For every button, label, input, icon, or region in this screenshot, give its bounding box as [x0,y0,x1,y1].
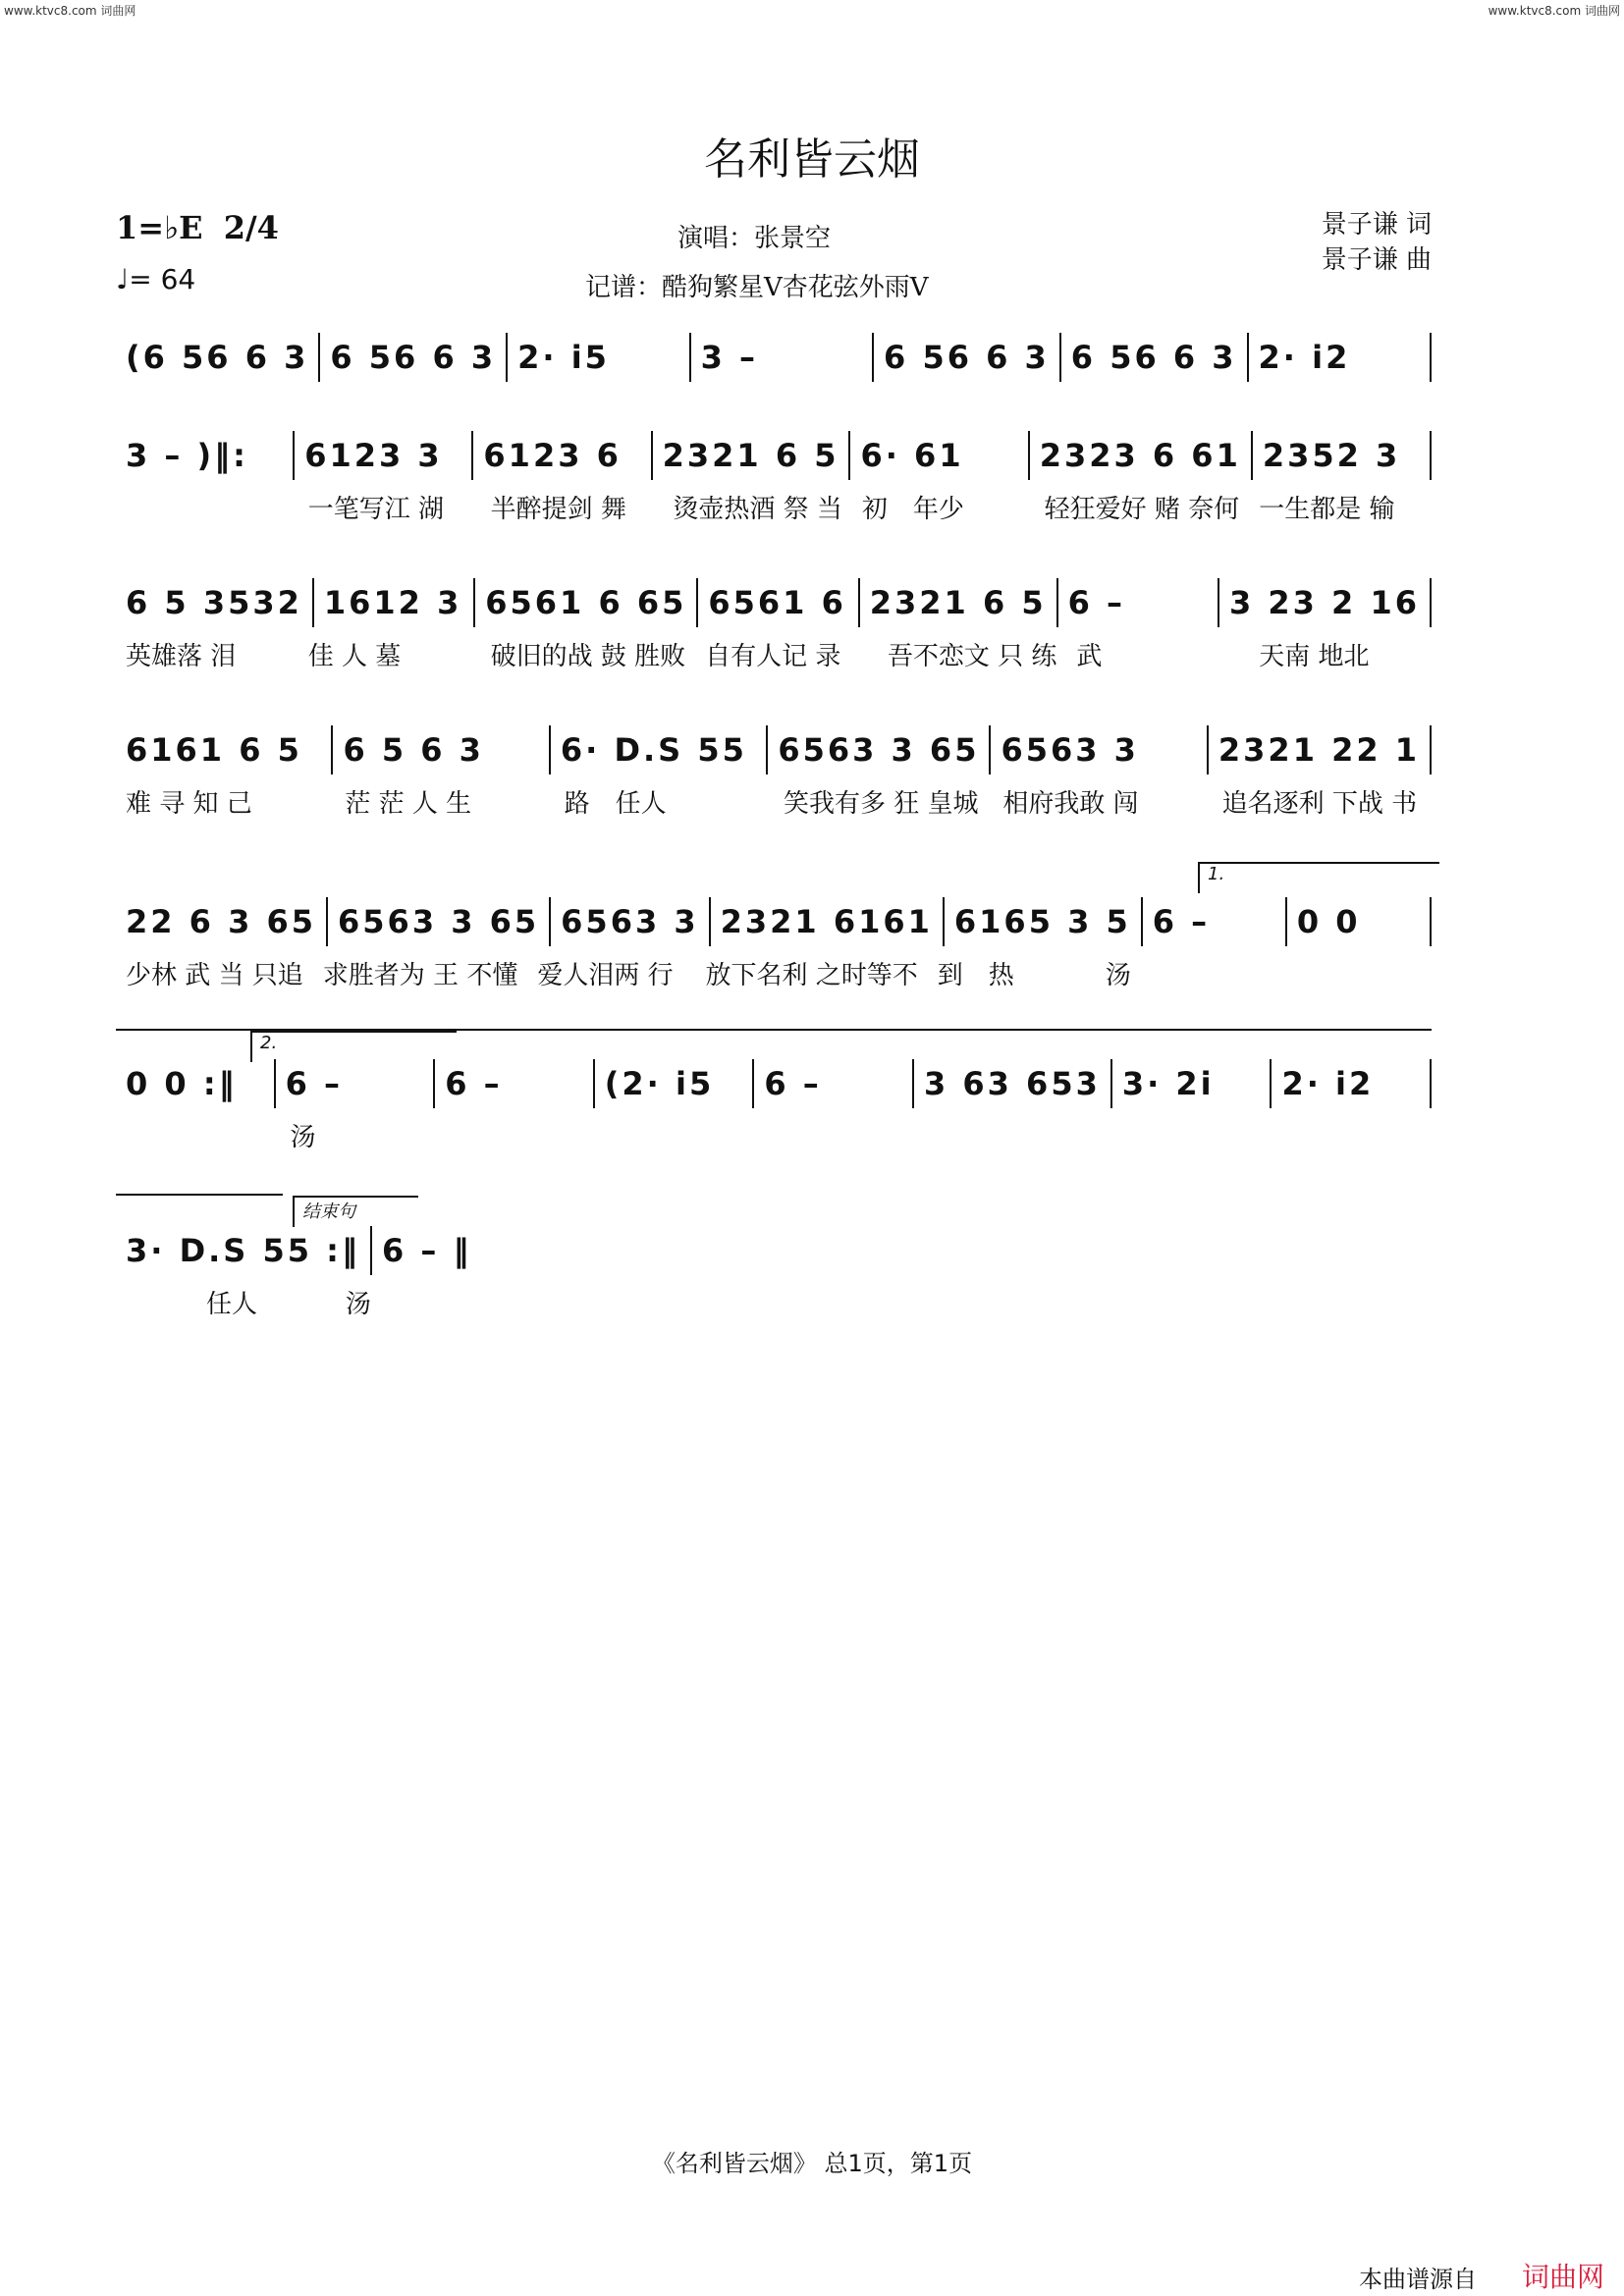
volta-ending: 结束句 [293,1196,418,1227]
measure: 6 56 6 3 [1070,339,1237,376]
measure: 3· D.S 55 :‖ [126,1232,360,1269]
composer: 景子谦 曲 [1321,245,1432,275]
barline [1430,578,1432,627]
lyric: 追名逐利 下战 书 [1221,789,1418,819]
measure: 3 – [700,339,758,376]
volta-first: 1. [1198,862,1439,893]
transcriber: 记谱：酷狗繁星V杏花弦外雨V [585,273,929,302]
lyric: 天南 地北 [1259,642,1370,671]
measure: 6· 61 [860,437,964,474]
measure: 6123 6 [483,437,622,474]
singer: 演唱：张景空 [677,224,832,253]
measure: 2· i2 [1281,1065,1375,1102]
measure: 6 – [1067,584,1126,621]
measure: (2· i5 [604,1065,715,1102]
lyric: 求胜者为 王 不懂 [322,961,518,990]
lyric [1103,1117,1268,1153]
lyric: 少林 武 当 只追 [126,961,303,990]
measure: 22 6 3 65 [126,903,317,940]
source-logo: 词曲网 [1521,2261,1604,2293]
measure: 6 – [1152,903,1211,940]
lyric [116,489,298,525]
measure: 0 0 :‖ [126,1065,238,1102]
tempo-marking: ♩= 64 [116,263,196,295]
lyric: 任人 [206,1290,258,1319]
lyricist: 景子谦 词 [1321,210,1432,240]
lyric: 吾不恋文 只 练 [887,642,1057,671]
measure: 2· i5 [517,339,610,376]
measure: 2352 3 [1262,437,1401,474]
measure: 6 5 6 3 [343,731,484,769]
volta-second: 2. [250,1031,457,1062]
measure: 2321 22 1 [1218,731,1421,769]
lyric: 汤 [1105,961,1131,990]
lyric: 到 热 [937,961,1014,990]
lyric: 汤 [290,1123,316,1152]
measure: 2321 6 5 [869,584,1047,621]
measure: 2321 6161 [720,903,933,940]
song-title: 名利皆云烟 [704,134,920,185]
lyric [1264,955,1432,991]
measure: (6 56 6 3 [126,339,309,376]
barline [1430,333,1432,382]
measure: 0 0 [1296,903,1361,940]
lyric [939,1117,1104,1153]
measure: 6 – [285,1065,343,1102]
measure: 6 5 3532 [126,584,302,621]
barline [1430,431,1432,480]
lyric: 初 年少 [861,495,964,524]
lyric: 爱人泪两 行 [537,961,674,990]
page-footer: 《名利皆云烟》 总1页，第1页 [651,2150,973,2177]
lyric [610,1117,775,1153]
lyric: 相府我敢 闯 [1002,789,1139,819]
measure: 6161 6 5 [126,731,302,769]
measure: 6 56 6 3 [884,339,1050,376]
measure: 6 56 6 3 [330,339,497,376]
lyric [445,1117,610,1153]
measure: 1612 3 [323,584,462,621]
lyric: 轻狂爱好 赌 奈何 [1044,495,1240,524]
measure: 2323 6 61 [1039,437,1241,474]
lyric [1268,1117,1433,1153]
key-text: 1=♭E [116,209,203,246]
measure: 6563 3 [1001,731,1139,769]
measure: 2321 6 5 [662,437,839,474]
lyric: 一生都是 输 [1259,495,1395,524]
measure: 6 – ‖ [381,1232,472,1269]
lyric: 佳 人 墓 [307,642,402,671]
volta-line [116,1194,283,1196]
lyric: 放下名利 之时等不 [705,961,918,990]
source-text: 本曲谱源自 [1359,2266,1477,2293]
lyric: 路 任人 [564,789,667,819]
lyric: 汤 [345,1290,371,1319]
measure: 6563 3 65 [338,903,540,940]
lyric: 笑我有多 狂 皇城 [783,789,979,819]
time-signature: 2/4 [223,209,279,246]
lyric: 半醉提剑 舞 [490,495,626,524]
barline [1430,725,1432,774]
measure: 2· i2 [1258,339,1351,376]
measure: 6· D.S 55 [560,731,747,769]
lyric: 难 寻 知 己 [126,789,252,819]
measure: 3 23 2 16 [1228,584,1420,621]
lyric: 自有人记 录 [705,642,841,671]
barline [1430,1059,1432,1108]
lyric: 英雄落 泪 [126,642,237,671]
measure: 6 – [764,1065,822,1102]
lyric [774,1117,939,1153]
lyric: 茫 茫 人 生 [345,789,472,819]
measure: 6561 6 65 [485,584,687,621]
measure: 3 – )‖: [126,437,248,474]
measure: 3· 2i [1121,1065,1215,1102]
measure: 6 – [445,1065,503,1102]
measure: 6563 3 [561,903,699,940]
measure: 3 63 653 [923,1065,1101,1102]
measure: 6563 3 65 [778,731,980,769]
measure: 6165 3 5 [953,903,1131,940]
lyric: 破旧的战 鼓 胜败 [490,642,686,671]
lyric [116,1117,281,1153]
lyric: 一笔写江 湖 [307,495,445,524]
watermark-left: www.ktvc8.com 词曲网 [4,4,136,18]
barline [1430,897,1432,946]
lyric: 烫壶热酒 祭 当 [673,495,842,524]
watermark-right: www.ktvc8.com 词曲网 [1488,4,1620,18]
key-signature [116,209,279,246]
lyric: 武 [1076,642,1103,671]
measure: 6561 6 [708,584,846,621]
measure: 6123 3 [304,437,443,474]
